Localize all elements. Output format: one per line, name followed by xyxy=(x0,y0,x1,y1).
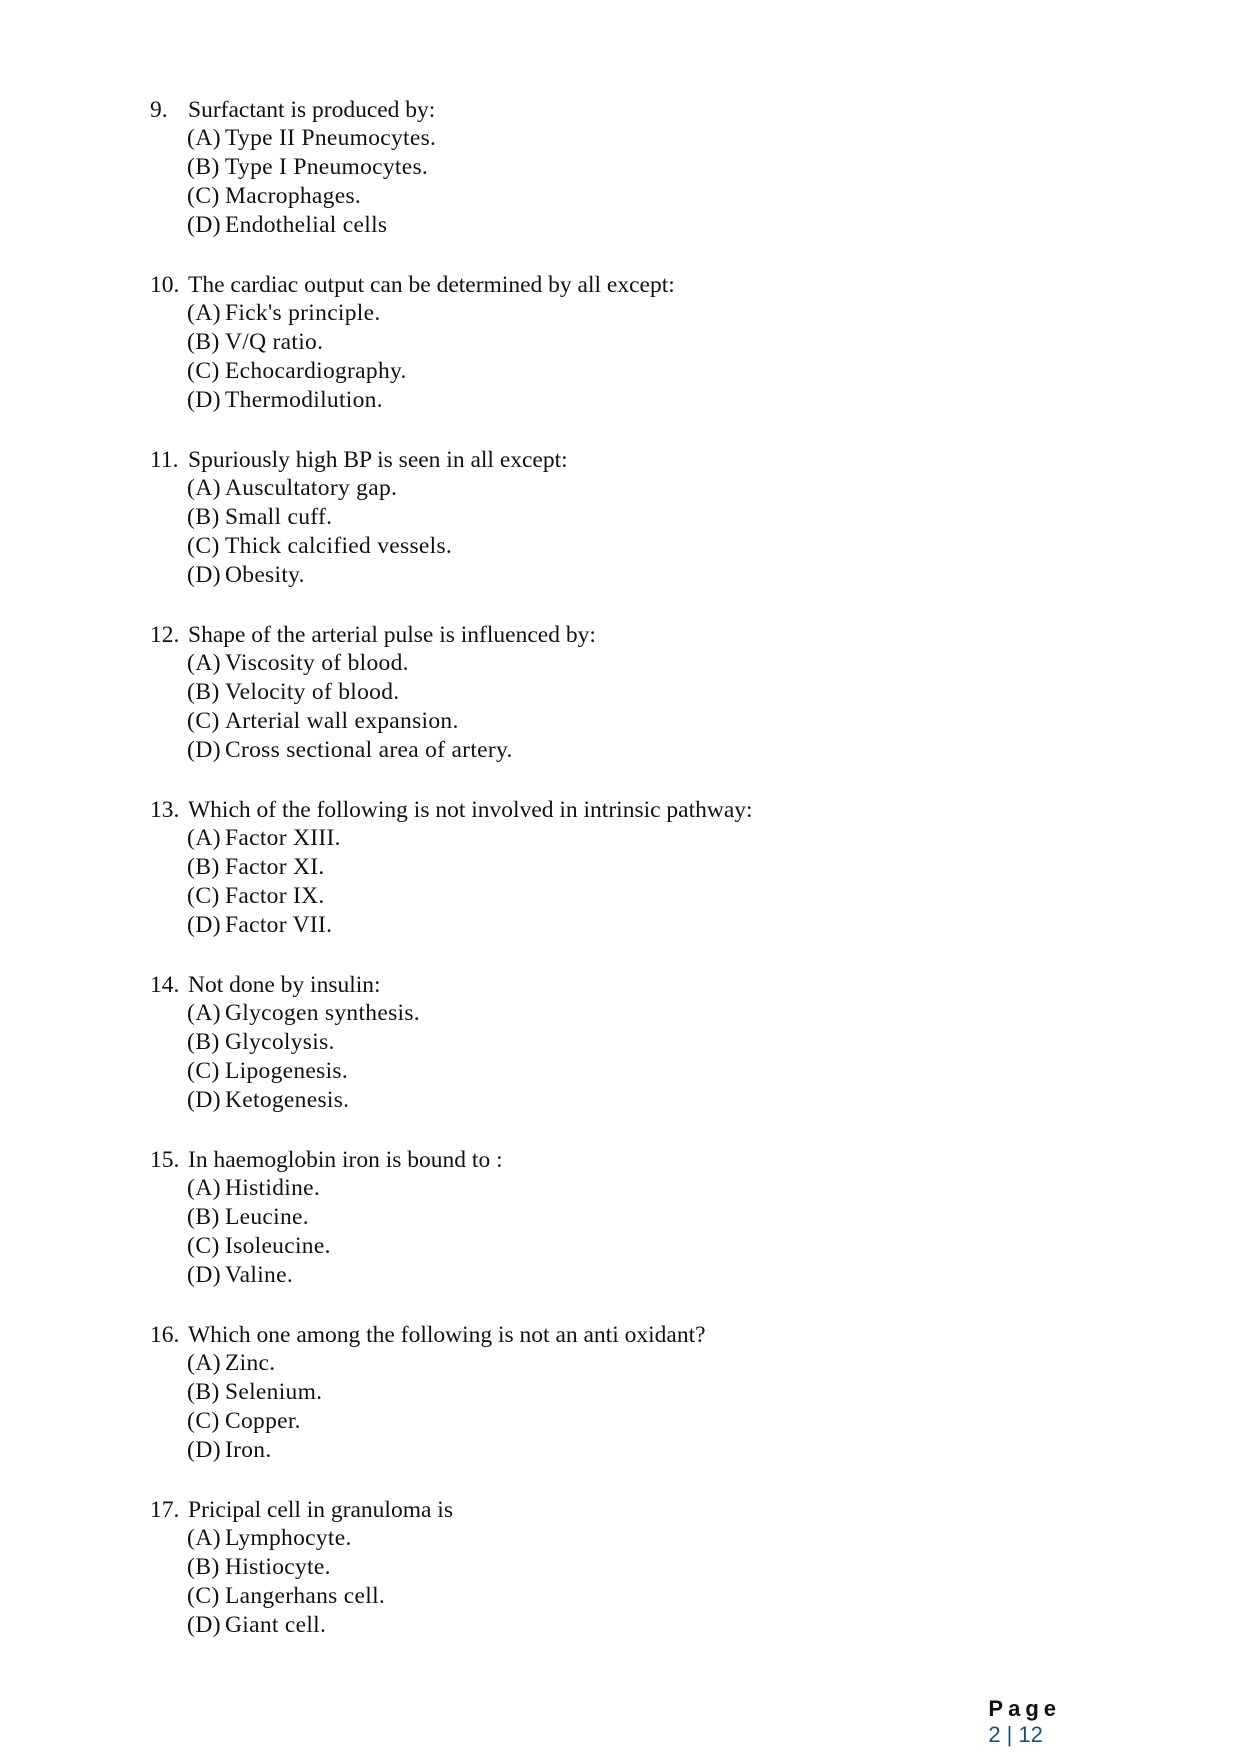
option-text: Lipogenesis. xyxy=(225,1058,349,1084)
option-label: (D) xyxy=(187,737,222,763)
answer-option xyxy=(187,824,1110,853)
option-text: Glycolysis. xyxy=(225,1029,335,1055)
answer-option xyxy=(187,1174,1110,1203)
question-stem xyxy=(150,271,1110,299)
option-text: Histidine. xyxy=(225,1175,321,1201)
answer-option xyxy=(187,882,1110,911)
answer-option xyxy=(187,1232,1110,1261)
question-text: Not done by insulin: xyxy=(188,972,381,998)
answer-option xyxy=(187,1553,1110,1582)
option-text: V/Q ratio. xyxy=(225,329,324,355)
question-item xyxy=(150,796,1110,940)
question-item xyxy=(150,446,1110,590)
option-label: (C) xyxy=(187,533,220,559)
answer-option xyxy=(187,999,1110,1028)
option-label: (D) xyxy=(187,1612,222,1638)
option-label: (B) xyxy=(187,1029,220,1055)
question-stem xyxy=(150,446,1110,474)
option-list xyxy=(187,1524,1110,1640)
option-list xyxy=(187,649,1110,765)
question-text: Pricipal cell in granuloma is xyxy=(188,1497,453,1523)
answer-option xyxy=(187,503,1110,532)
option-label: (B) xyxy=(187,1379,220,1405)
option-label: (D) xyxy=(187,912,222,938)
page-separator: | xyxy=(1006,1722,1013,1747)
option-text: Iron. xyxy=(225,1437,272,1463)
answer-option xyxy=(187,1611,1110,1640)
question-item xyxy=(150,621,1110,765)
option-text: Echocardiography. xyxy=(225,358,407,384)
option-label: (C) xyxy=(187,708,220,734)
answer-option xyxy=(187,736,1110,765)
option-text: Macrophages. xyxy=(225,183,362,209)
question-stem xyxy=(150,1146,1110,1174)
answer-option xyxy=(187,1436,1110,1465)
question-text: Which of the following is not involved in intrinsic pathway: xyxy=(188,797,753,823)
option-text: Viscosity of blood. xyxy=(225,650,409,676)
answer-option xyxy=(187,124,1110,153)
option-label: (A) xyxy=(187,825,222,851)
option-label: (B) xyxy=(187,679,220,705)
question-number: 17. xyxy=(150,1497,180,1523)
option-list xyxy=(187,1349,1110,1465)
question-number: 12. xyxy=(150,622,180,648)
answer-option xyxy=(187,678,1110,707)
option-text: Thick calcified vessels. xyxy=(225,533,453,559)
answer-option xyxy=(187,1057,1110,1086)
option-text: Ketogenesis. xyxy=(225,1087,350,1113)
answer-option xyxy=(187,707,1110,736)
option-text: Type II Pneumocytes. xyxy=(225,125,437,151)
question-number: 15. xyxy=(150,1147,180,1173)
question-item xyxy=(150,1321,1110,1465)
question-stem xyxy=(150,1321,1110,1349)
option-label: (D) xyxy=(187,1262,222,1288)
option-label: (D) xyxy=(187,562,222,588)
answer-option xyxy=(187,182,1110,211)
answer-option xyxy=(187,911,1110,940)
answer-option xyxy=(187,299,1110,328)
option-text: Leucine. xyxy=(225,1204,309,1230)
option-text: Langerhans cell. xyxy=(225,1583,386,1609)
option-text: Lymphocyte. xyxy=(225,1525,352,1551)
option-text: Histiocyte. xyxy=(225,1554,331,1580)
question-item xyxy=(150,96,1110,240)
question-stem xyxy=(150,796,1110,824)
answer-option xyxy=(187,1524,1110,1553)
question-number: 13. xyxy=(150,797,180,823)
option-label: (D) xyxy=(187,387,222,413)
option-text: Factor VII. xyxy=(225,912,333,938)
question-item xyxy=(150,271,1110,415)
question-text: Shape of the arterial pulse is influenced by: xyxy=(188,622,596,648)
option-text: Endothelial cells xyxy=(225,212,388,238)
option-text: Copper. xyxy=(225,1408,301,1434)
option-text: Factor XI. xyxy=(225,854,325,880)
option-text: Giant cell. xyxy=(225,1612,327,1638)
option-text: Thermodilution. xyxy=(225,387,383,413)
page-footer xyxy=(976,1670,1061,1748)
option-label: (D) xyxy=(187,212,222,238)
answer-option xyxy=(187,1378,1110,1407)
question-number: 16. xyxy=(150,1322,180,1348)
option-label: (C) xyxy=(187,1233,220,1259)
option-label: (D) xyxy=(187,1437,222,1463)
page-word: Page xyxy=(988,1696,1061,1721)
option-label: (C) xyxy=(187,883,220,909)
option-label: (A) xyxy=(187,1350,222,1376)
option-text: Selenium. xyxy=(225,1379,323,1405)
question-number: 14. xyxy=(150,972,180,998)
option-label: (B) xyxy=(187,154,220,180)
answer-option xyxy=(187,357,1110,386)
question-text: Which one among the following is not an anti oxidant? xyxy=(188,1322,706,1348)
option-label: (B) xyxy=(187,1554,220,1580)
answer-option xyxy=(187,1086,1110,1115)
option-text: Obesity. xyxy=(225,562,305,588)
answer-option xyxy=(187,1028,1110,1057)
answer-option xyxy=(187,474,1110,503)
answer-option xyxy=(187,328,1110,357)
option-text: Small cuff. xyxy=(225,504,333,530)
question-text: The cardiac output can be determined by all except: xyxy=(188,272,675,298)
current-page-number: 2 xyxy=(988,1722,1001,1747)
answer-option xyxy=(187,211,1110,240)
answer-option xyxy=(187,1407,1110,1436)
answer-option xyxy=(187,386,1110,415)
option-label: (C) xyxy=(187,1058,220,1084)
option-label: (C) xyxy=(187,1408,220,1434)
question-text: Surfactant is produced by: xyxy=(188,97,436,123)
question-item xyxy=(150,1496,1110,1640)
answer-option xyxy=(187,1261,1110,1290)
question-number: 9. xyxy=(150,97,168,123)
option-label: (A) xyxy=(187,475,222,501)
option-text: Auscultatory gap. xyxy=(225,475,398,501)
option-label: (A) xyxy=(187,1175,222,1201)
option-list xyxy=(187,299,1110,415)
option-text: Valine. xyxy=(225,1262,294,1288)
question-item xyxy=(150,971,1110,1115)
option-list xyxy=(187,1174,1110,1290)
option-label: (A) xyxy=(187,125,222,151)
answer-option xyxy=(187,1203,1110,1232)
question-list xyxy=(150,96,1110,1671)
option-text: Glycogen synthesis. xyxy=(225,1000,420,1026)
option-label: (A) xyxy=(187,300,222,326)
option-text: Type I Pneumocytes. xyxy=(225,154,429,180)
option-label: (D) xyxy=(187,1087,222,1113)
option-label: (C) xyxy=(187,358,220,384)
option-label: (B) xyxy=(187,504,220,530)
option-text: Zinc. xyxy=(225,1350,276,1376)
question-item xyxy=(150,1146,1110,1290)
option-label: (C) xyxy=(187,183,220,209)
option-label: (B) xyxy=(187,854,220,880)
option-text: Fick's principle. xyxy=(225,300,381,326)
answer-option xyxy=(187,532,1110,561)
option-label: (C) xyxy=(187,1583,220,1609)
option-label: (A) xyxy=(187,650,222,676)
option-label: (A) xyxy=(187,1000,222,1026)
option-text: Arterial wall expansion. xyxy=(225,708,459,734)
option-label: (B) xyxy=(187,1204,220,1230)
option-list xyxy=(187,474,1110,590)
answer-option xyxy=(187,153,1110,182)
option-text: Isoleucine. xyxy=(225,1233,331,1259)
option-list xyxy=(187,824,1110,940)
answer-option xyxy=(187,853,1110,882)
question-stem xyxy=(150,1496,1110,1524)
question-stem xyxy=(150,971,1110,999)
answer-option xyxy=(187,561,1110,590)
question-stem xyxy=(150,621,1110,649)
option-label: (B) xyxy=(187,329,220,355)
option-text: Factor IX. xyxy=(225,883,325,909)
option-text: Factor XIII. xyxy=(225,825,341,851)
option-text: Cross sectional area of artery. xyxy=(225,737,513,763)
option-text: Velocity of blood. xyxy=(225,679,400,705)
answer-option xyxy=(187,1582,1110,1611)
question-text: Spuriously high BP is seen in all except: xyxy=(188,447,568,473)
option-list xyxy=(187,124,1110,240)
question-stem xyxy=(150,96,1110,124)
answer-option xyxy=(187,1349,1110,1378)
question-text: In haemoglobin iron is bound to : xyxy=(188,1147,503,1173)
option-list xyxy=(187,999,1110,1115)
total-pages-number: 12 xyxy=(1018,1722,1043,1747)
question-number: 11. xyxy=(150,447,179,473)
question-number: 10. xyxy=(150,272,180,298)
answer-option xyxy=(187,649,1110,678)
option-label: (A) xyxy=(187,1525,222,1551)
